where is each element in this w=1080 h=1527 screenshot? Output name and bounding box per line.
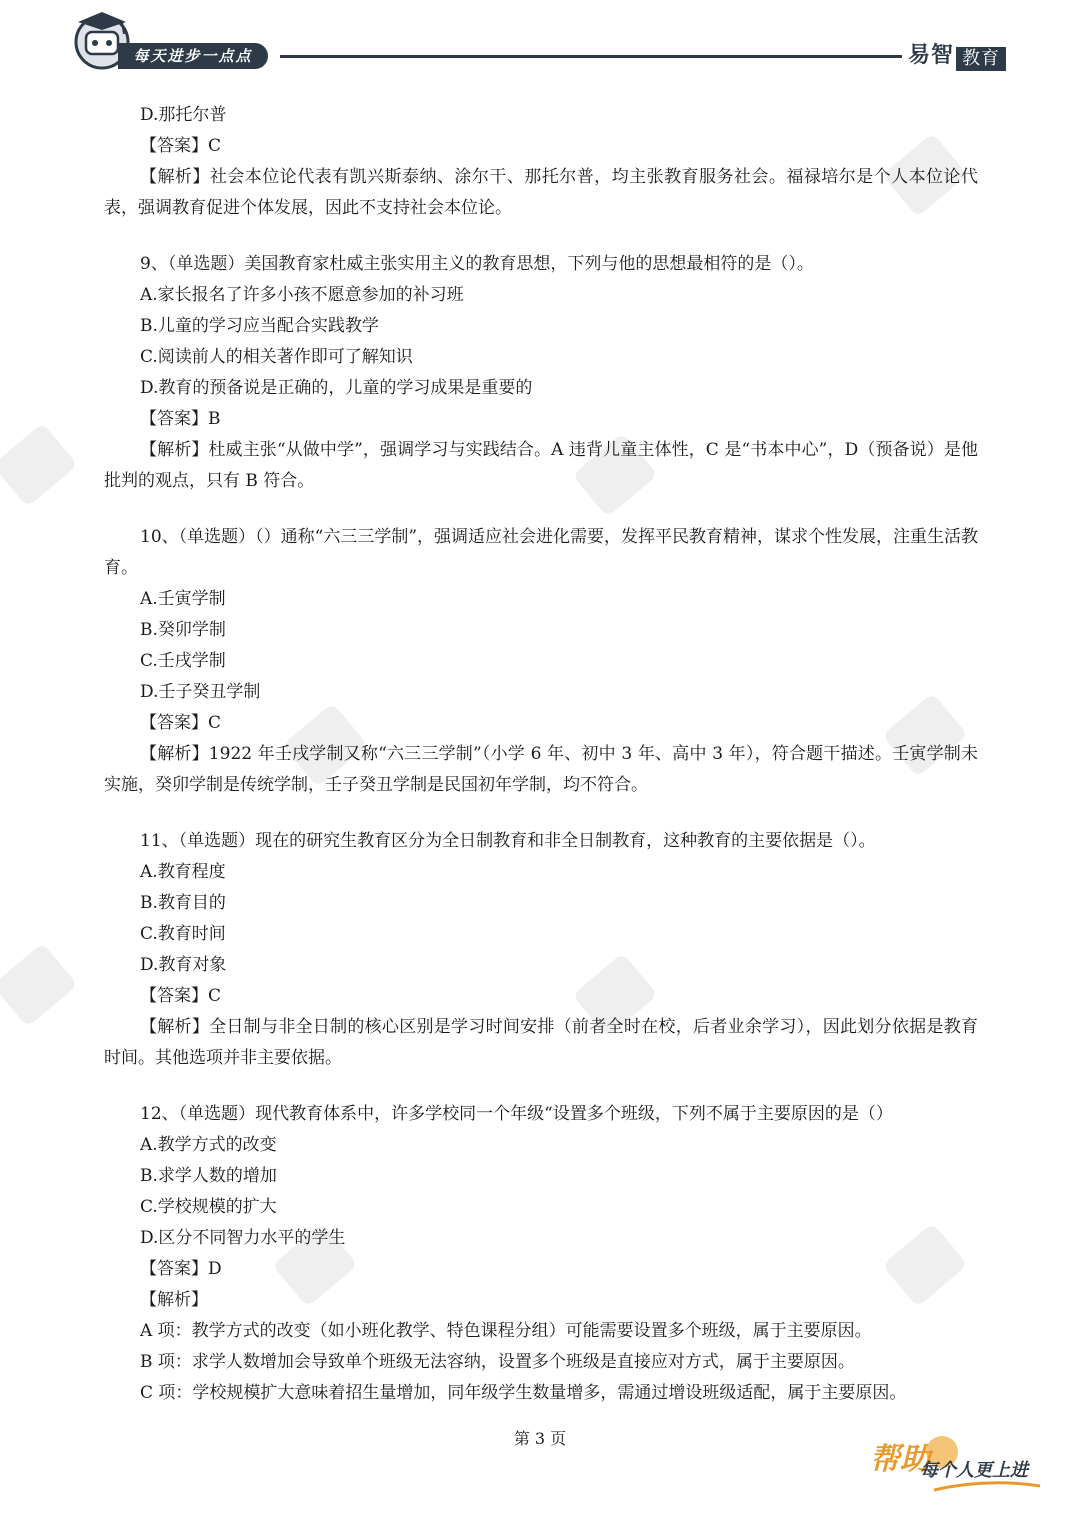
text-line: 【解析】 — [140, 1290, 208, 1310]
watermark-logo-icon — [0, 930, 90, 1040]
paragraph: 10、（单选题）（）通称“六三三学制”，强调适应社会进化需要，发挥平民教育精神，谋求个性发展，注重生活教育。 — [104, 527, 979, 578]
text-line: B.求学人数的增加 — [140, 1166, 277, 1186]
paragraph: 9、（单选题）美国教育家杜威主张实用主义的教育思想，下列与他的思想最相符的是（）。 — [140, 254, 814, 274]
text-line: D.教育的预备说是正确的，儿童的学习成果是重要的 — [140, 378, 533, 398]
footer-logo-sub: 每个人更上进 — [920, 1460, 1028, 1481]
text-line: A.教育程度 — [140, 862, 226, 882]
text-line: D.教育对象 — [140, 955, 227, 975]
text-line: D.区分不同智力水平的学生 — [140, 1228, 346, 1248]
paragraph: 【解析】社会本位论代表有凯兴斯泰纳、涂尔干、那托尔普，均主张教育服务社会。福禄培尔是个人本位论代表，强调教育促进个体发展，因此不支持社会本位论。 — [104, 167, 978, 218]
text-line: C 项：学校规模扩大意味着招生量增加，同年级学生数量增多，需通过增设班级适配，属于主要原因。 — [140, 1383, 907, 1403]
header-slogan: 每天进步一点点 — [118, 43, 268, 69]
document-body — [104, 100, 978, 1409]
swoosh-icon — [932, 1480, 1042, 1494]
section-gap — [104, 497, 978, 522]
text-line: C.学校规模的扩大 — [140, 1197, 277, 1217]
section-gap — [104, 224, 978, 249]
footer-slogan-logo — [862, 1430, 1042, 1500]
text-line: B.教育目的 — [140, 893, 226, 913]
text-line: A.壬寅学制 — [140, 589, 226, 609]
header-divider — [280, 55, 902, 58]
text-line: A 项：教学方式的改变（如小班化教学、特色课程分组）可能需要设置多个班级，属于主要原因。 — [140, 1321, 872, 1341]
text-line: 【答案】C — [140, 713, 222, 733]
text-line: B.癸卯学制 — [140, 620, 226, 640]
page-header — [0, 0, 1080, 80]
text-line: 【答案】B — [140, 409, 221, 429]
watermark-logo-icon — [0, 410, 90, 520]
text-line: 【答案】C — [140, 986, 222, 1006]
text-line: C.壬戌学制 — [140, 651, 226, 671]
text-line: C.教育时间 — [140, 924, 226, 944]
paragraph: 【解析】全日制与非全日制的核心区别是学习时间安排（前者全时在校，后者业余学习），因此划分依据是教育时间。其他选项并非主要依据。 — [104, 1017, 978, 1068]
text-line: D.壬子癸丑学制 — [140, 682, 261, 702]
brand-name: 易智 — [908, 43, 955, 68]
paragraph: 11、（单选题）现在的研究生教育区分为全日制教育和非全日制教育，这种教育的主要依据是（）。 — [140, 831, 876, 851]
text-line: 【答案】C — [140, 136, 222, 156]
paragraph: 【解析】杜威主张“从做中学”，强调学习与实践结合。A 违背儿童主体性，C 是“书本中心”，D（预备说）是他批判的观点，只有 B 符合。 — [104, 440, 978, 491]
page-number: 第 3 页 — [513, 1429, 567, 1448]
text-line: A.教学方式的改变 — [140, 1135, 277, 1155]
brand-suffix: 教育 — [956, 47, 1006, 71]
paragraph: 【解析】1922 年壬戌学制又称“六三三学制”（小学 6 年、初中 3 年、高中 3 年），符合题干描述。壬寅学制未实施，癸卯学制是传统学制，壬子癸丑学制是民国初年学制，均不符合。 — [104, 744, 978, 795]
text-line: B.儿童的学习应当配合实践教学 — [140, 316, 379, 336]
footer-logo-main: 帮助 — [870, 1442, 930, 1477]
paragraph: 12、（单选题）现代教育体系中，许多学校同一个年级“设置多个班级，下列不属于主要原因的是（） — [140, 1104, 893, 1124]
text-line: D.那托尔普 — [140, 105, 227, 125]
section-gap — [104, 801, 978, 826]
text-line: A.家长报名了许多小孩不愿意参加的补习班 — [140, 285, 464, 305]
text-line: 【答案】D — [140, 1259, 222, 1279]
text-line: C.阅读前人的相关著作即可了解知识 — [140, 347, 413, 367]
section-gap — [104, 1074, 978, 1099]
text-line: B 项：求学人数增加会导致单个班级无法容纳，设置多个班级是直接应对方式，属于主要原因。 — [140, 1352, 855, 1372]
